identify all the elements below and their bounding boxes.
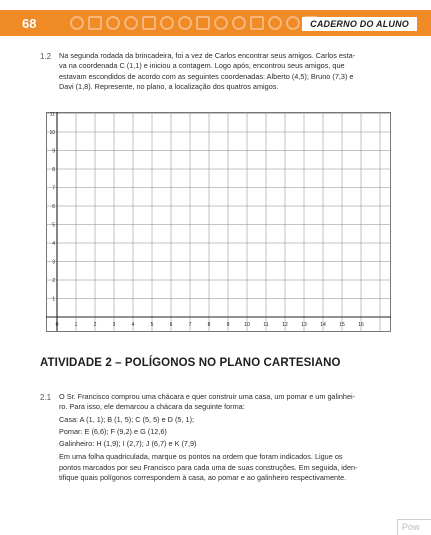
page-number: 68 <box>22 16 37 31</box>
question-line: O Sr. Francisco comprou uma chácara e quer construir uma casa, um pomar e um galinhei- <box>59 392 356 401</box>
x-tick-label: 2 <box>93 322 97 328</box>
section-title: ATIVIDADE 2 – POLÍGONOS NO PLANO CARTESIANO <box>40 357 341 369</box>
coordinates-galinheiro: Galinheiro: H (1,9); I (2,7); J (6,7) e K (7,9) <box>59 439 197 449</box>
y-tick-label: 8 <box>52 167 55 173</box>
coordinates-casa: Casa: A (1, 1); B (1, 5); C (5, 5) e D (5, 1); <box>59 414 195 424</box>
x-tick-label: 10 <box>244 322 250 328</box>
header-decorative-pattern <box>70 14 320 32</box>
x-tick-label: 3 <box>112 322 116 328</box>
cartesian-grid <box>46 112 391 332</box>
coordinates-pomar: Pomar: E (6,6); F (9,2) e G (12,6) <box>59 426 167 436</box>
y-tick-label: 9 <box>52 148 55 155</box>
x-tick-label: 11 <box>263 322 269 328</box>
x-tick-label: 4 <box>131 322 135 328</box>
question-line: Em uma folha quadriculada, marque os pontos na ordem que foram indicados. Ligue os <box>59 452 343 462</box>
question-line: estavam escondidos de acordo com as seguintes coordenadas: Alberto (4,5); Bruno (7,3) e <box>59 71 354 81</box>
y-tick-label: 7 <box>52 185 55 192</box>
question-line: ro. Para isso, ele demarcou a chácara da seguinte forma: <box>59 402 245 412</box>
watermark-logo: Pow <box>397 519 431 535</box>
question-line: tifique quais polígonos correspondem à casa, ao pomar e ao galinheiro respectivamente. <box>59 473 347 483</box>
x-tick-label: 15 <box>339 322 345 328</box>
y-tick-label: 1 <box>52 296 55 303</box>
question-line: pontos marcados por seu Francisco para cada uma de suas construções. Em seguida, iden- <box>59 462 358 472</box>
cartesian-grid-svg <box>46 112 391 332</box>
question-line: Na segunda rodada da brincadeira, foi a vez de Carlos encontrar seus amigos. Carlos esta- <box>59 51 356 60</box>
x-tick-label: 8 <box>207 322 211 328</box>
x-tick-label: 14 <box>320 322 326 328</box>
y-tick-label: 4 <box>52 241 55 247</box>
x-tick-label: 13 <box>301 322 307 328</box>
header-title: CADERNO DO ALUNO <box>302 17 417 31</box>
question-number: 1.2 <box>40 52 52 61</box>
x-tick-label: 16 <box>358 322 364 328</box>
x-tick-label: 6 <box>169 322 173 328</box>
y-tick-label: 11 <box>49 112 55 118</box>
question-number: 2.1 <box>40 393 52 402</box>
question-text <box>59 392 391 483</box>
question-line: Davi (1,8). Represente, no plano, a localização dos quatros amigos. <box>59 81 279 91</box>
y-tick-label: 6 <box>52 204 55 210</box>
x-tick-label: 0 <box>55 322 59 328</box>
x-tick-label: 7 <box>188 322 192 328</box>
y-tick-label: 3 <box>52 259 55 266</box>
y-tick-label: 10 <box>49 130 55 136</box>
y-tick-label: 5 <box>52 222 55 229</box>
question-text <box>59 51 391 92</box>
y-tick-label: 2 <box>52 278 55 284</box>
x-tick-label: 9 <box>226 322 230 328</box>
x-tick-label: 12 <box>282 322 288 328</box>
x-tick-label: 5 <box>150 322 154 328</box>
x-tick-label: 1 <box>74 322 78 328</box>
question-line: va na coordenada C (1,1) e iniciou a contagem. Logo após, encontrou seus amigos, que <box>59 61 345 71</box>
